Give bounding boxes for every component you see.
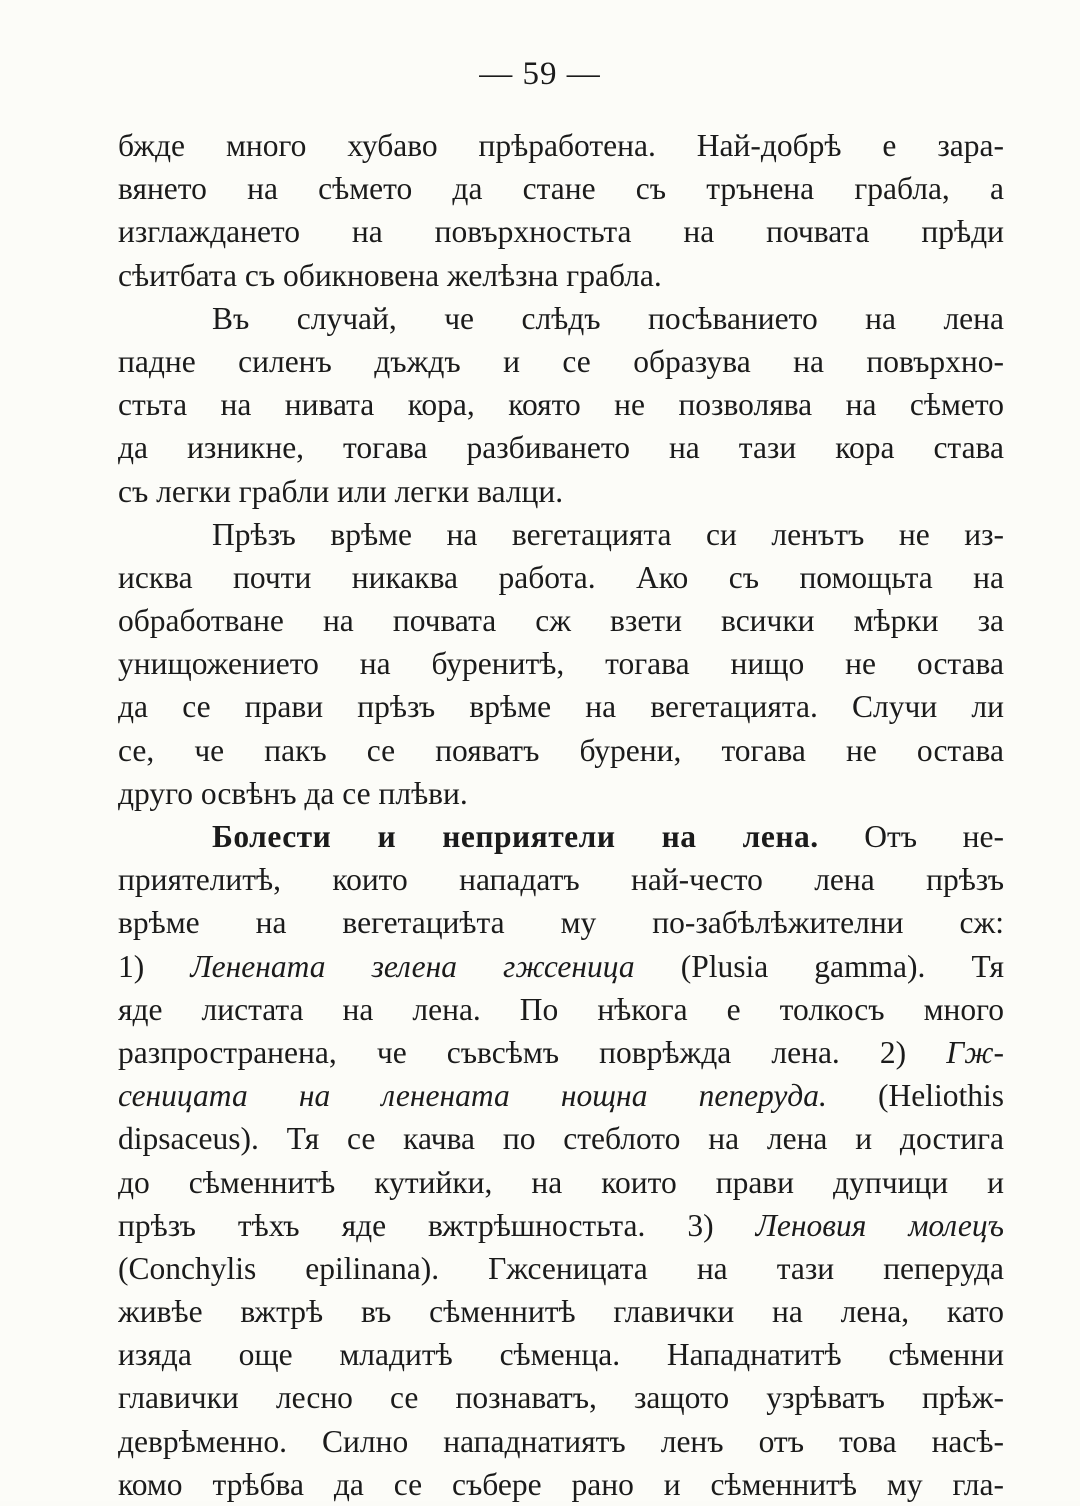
text-line: бжде много хубаво прѣработена. Най-добрѣ е зара-	[118, 128, 1004, 163]
text-line	[118, 1031, 1004, 1074]
text-line: деврѣменно. Силно нападнатиятъ ленъ отъ това насѣ-	[118, 1423, 1004, 1459]
text-fragment: 1)	[118, 948, 191, 984]
text-line: падне силенъ дъждъ и се образува на повърхно-	[118, 343, 1004, 379]
text-line: до сѣменнитѣ кутийки, на които прави дупчици и	[118, 1164, 1004, 1200]
text-line: живѣе вжтрѣ въ сѣменнитѣ главички на лена, като	[118, 1294, 1004, 1330]
text-line: dipsaceus). Тя се качва по стеблото на лена и достига	[118, 1121, 1004, 1157]
section-heading: Болести и неприятели на лена.	[212, 819, 819, 854]
text-line: друго освѣнъ да се плѣви.	[118, 775, 468, 811]
italic-term: Ленената зелена гжсеница	[190, 948, 635, 984]
text-line: сѣитбата съ обикновена желѣзна грабла.	[118, 257, 662, 293]
text-line: изяда още младитѣ сѣменца. Нападнатитѣ сѣменни	[118, 1337, 1004, 1373]
text-line: съ легки грабли или легки валци.	[118, 473, 564, 509]
text-line: врѣме на вегетациѣта му по-забѣлѣжителни сж:	[118, 905, 1004, 941]
text-line: унищожението на буренитѣ, тогава нищо не остава	[118, 646, 1004, 682]
text-fragment: Отъ не-	[818, 819, 1004, 854]
text-line: да се прави прѣзъ врѣме на вегетацията. Случи ли	[118, 689, 1004, 725]
paragraph-start-line: Въ случай, че слѣдъ посѣванието на лена	[212, 300, 1004, 336]
italic-term: Гж-	[946, 1034, 1004, 1070]
text-line: (Conchylis epilinana). Гжсеницата на тази пеперуда	[118, 1250, 1004, 1286]
text-line: вянето на сѣмето да стане съ трънена грабла, а	[118, 171, 1004, 207]
text-line: да изникне, тогава разбиването на тази кора става	[118, 430, 1004, 466]
body-text	[118, 124, 1004, 1506]
text-fragment: прѣзъ тѣхъ яде вжтрѣшностьта. 3)	[118, 1207, 756, 1243]
text-line: исква почти никаква работа. Ако съ помощьта на	[118, 559, 1004, 595]
text-line: изглаждането на повърхностьта на почвата прѣди	[118, 214, 1004, 250]
text-line: се, че пакъ се появатъ бурени, тогава не остава	[118, 732, 1004, 768]
paragraph-start-line: Прѣзъ врѣме на вегетацията си ленътъ не из-	[212, 516, 1004, 552]
text-fragment: (Heliothis	[826, 1078, 1004, 1114]
text-line: комо трѣбва да се събере рано и сѣменнитѣ му гла-	[118, 1466, 1004, 1502]
italic-term: сеницата на ленената нощна пеперуда.	[118, 1078, 827, 1114]
text-fragment: (Plusia gamma). Тя	[634, 948, 1004, 984]
text-line: стьта на нивата кора, която не позволява на сѣмето	[118, 387, 1004, 423]
text-line: главички лесно се познаватъ, защото узрѣватъ прѣж-	[118, 1380, 1004, 1416]
section-heading-line	[118, 815, 1004, 858]
text-line: обработване на почвата сж взети всички мѣрки за	[118, 603, 1004, 639]
text-line: приятелитѣ, които нападатъ най-често лена прѣзъ	[118, 862, 1004, 898]
text-line	[118, 1074, 1004, 1117]
page-number: — 59 —	[479, 56, 601, 92]
text-fragment: разпространена, че съвсѣмъ поврѣжда лена. 2)	[118, 1034, 947, 1070]
text-line	[118, 1204, 1004, 1247]
text-line	[118, 945, 1004, 988]
italic-term: Леновия молецъ	[755, 1207, 1004, 1243]
text-line: яде листата на лена. По нѣкога е толкосъ много	[118, 991, 1004, 1027]
